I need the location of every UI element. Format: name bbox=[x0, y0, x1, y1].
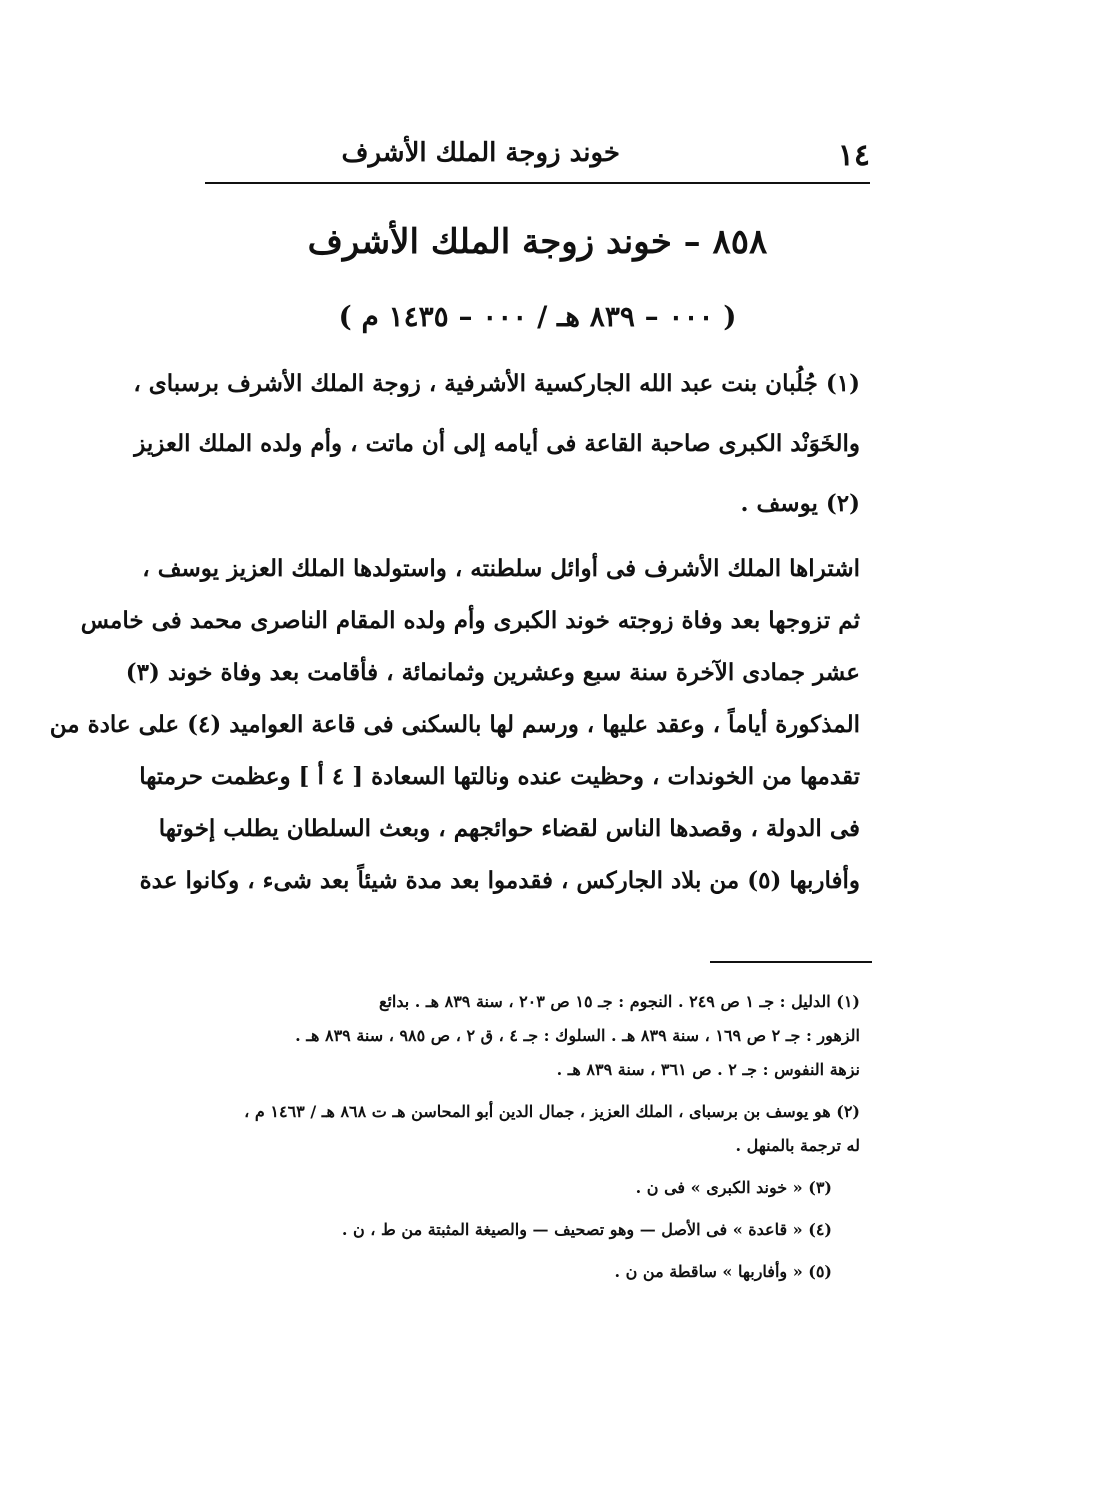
footnote-line: له ترجمة بالمنهل . bbox=[735, 1136, 860, 1155]
running-title: خوند زوجة الملك الأشرف bbox=[341, 138, 620, 168]
footnote-line: (٢) هو يوسف بن برسباى ، الملك العزيز ، جمال الدين أبو المحاسن هـ ت ٨٦٨ هـ / ١٤٦٣ م ، bbox=[244, 1102, 860, 1121]
page-header bbox=[205, 130, 870, 182]
page-number: ١٤ bbox=[837, 138, 870, 173]
entry-dates: ( ٠٠٠ – ٨٣٩ هـ / ٠٠٠ – ١٤٣٥ م ) bbox=[338, 300, 737, 333]
footnote-line: (٣) « خوند الكبرى » فى ن . bbox=[635, 1178, 832, 1197]
paragraph-2: اشتراها الملك الأشرف فى أوائل سلطنته ، واستولدها الملك العزيز يوسف ، ثم تزوجها بعد وفاة زوجته خوند الكبرى وأم ولده المقام الناصرى محمد فى خامس عشر جمادى الآخرة سنة سبع وعشرين وثمانمائة ، فأقامت بعد وفاة خوند (٣) المذكورة أياماً ، وعقد عليها ، ورسم لها بالسكنى فى قاعة العواميد (٤) على عادة من تقدمها من الخوندات ، وحظيت عنده ونالتها السعادة [ ٤ أ ] وعظمت حرمتها فى الدولة ، وقصدها الناس لقضاء حوائجهم ، وبعث السلطان يطلب إخوتها وأفاربها (٥) من بلاد الجاركس ، فقدموا بعد مدة شيئاً بعد شىء ، وكانوا عدة bbox=[49, 555, 860, 894]
entry-title: ٨٥٨ – خوند زوجة الملك الأشرف bbox=[307, 222, 768, 262]
footnote-line: (١) الدليل : جـ ١ ص ٢٤٩ . النجوم : جـ ١٥ ص ٢٠٣ ، سنة ٨٣٩ هـ . بدائع bbox=[378, 992, 860, 1011]
footnote-line: الزهور : جـ ٢ ص ١٦٩ ، سنة ٨٣٩ هـ . السلوك : جـ ٤ ، ق ٢ ، ص ٩٨٥ ، سنة ٨٣٩ هـ . bbox=[295, 1026, 860, 1045]
footnote-line: (٥) « وأفاربها » ساقطة من ن . bbox=[614, 1262, 832, 1281]
header-rule bbox=[205, 182, 870, 184]
footnote-rule bbox=[710, 961, 872, 963]
footnote-line: (٤) « قاعدة » فى الأصل — وهو تصحيف — والصيغة المثبتة من ط ، ن . bbox=[341, 1220, 832, 1239]
footnotes bbox=[215, 985, 860, 1289]
footnote-line: نزهة النفوس : جـ ٢ . ص ٣٦١ ، سنة ٨٣٩ هـ . bbox=[556, 1060, 860, 1079]
paragraph-1: (١) جُلُبان بنت عبد الله الجاركسية الأشرفية ، زوجة الملك الأشرف برسباى ، والخَوَنْد الكبرى صاحبة القاعة فى أيامه إلى أن ماتت ، وأم ولده الملك العزيز (٢) يوسف . bbox=[133, 370, 860, 517]
